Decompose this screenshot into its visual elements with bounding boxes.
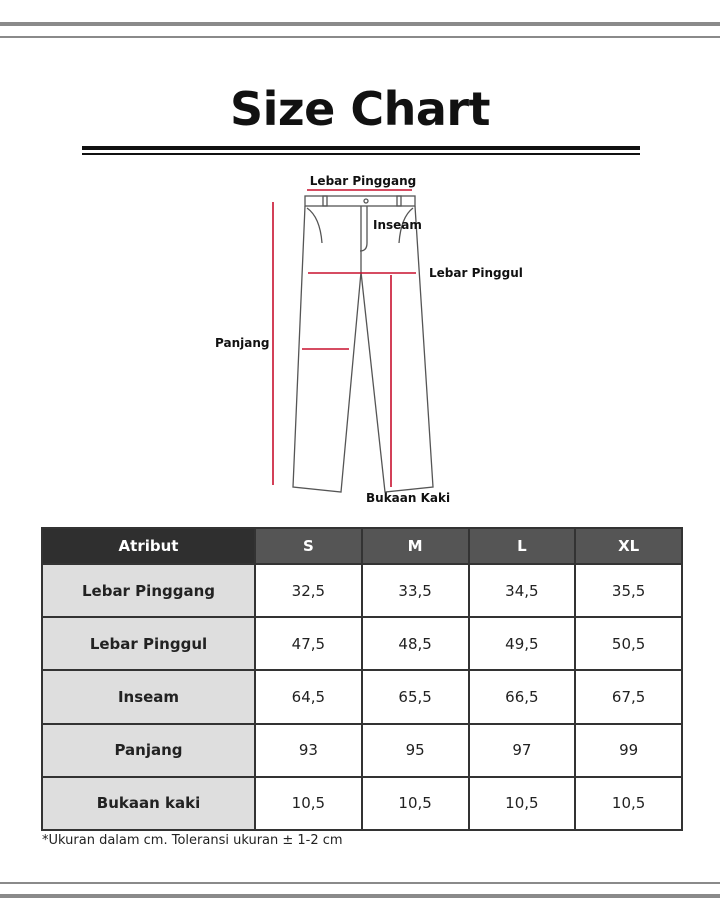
title-rule-thick [82, 146, 640, 150]
table-row [42, 777, 682, 830]
page-title: Size Chart [229, 82, 491, 136]
header-size-m: M [362, 528, 469, 564]
waistband [305, 196, 415, 206]
table-cell: 32,5 [255, 564, 362, 617]
top-border-line [0, 22, 720, 26]
header-attribute: Atribut [42, 528, 255, 564]
table-cell: 33,5 [362, 564, 469, 617]
table-row [42, 564, 682, 617]
table-cell: 10,5 [362, 777, 469, 830]
table-cell: 97 [469, 724, 576, 777]
row-label: Lebar Pinggang [42, 564, 255, 617]
table-cell: 50,5 [575, 617, 682, 670]
table-cell: 93 [255, 724, 362, 777]
table-cell: 34,5 [469, 564, 576, 617]
row-label: Bukaan kaki [42, 777, 255, 830]
pants-outline [293, 196, 433, 492]
table-header-row [42, 528, 682, 564]
row-label: Inseam [42, 670, 255, 723]
table-cell: 35,5 [575, 564, 682, 617]
size-table [41, 527, 683, 831]
table-row [42, 724, 682, 777]
footnote: *Ukuran dalam cm. Toleransi ukuran ± 1-2 cm [42, 833, 343, 848]
inseam-label: Inseam [373, 218, 422, 232]
bottom-border-line [0, 894, 720, 898]
hip-label: Lebar Pinggul [429, 266, 523, 280]
waist-label: Lebar Pinggang [309, 174, 417, 188]
left-pocket [307, 208, 322, 243]
leg-opening-label: Bukaan Kaki [366, 491, 451, 505]
header-size-xl: XL [575, 528, 682, 564]
header-size-l: L [469, 528, 576, 564]
table-cell: 47,5 [255, 617, 362, 670]
row-label: Lebar Pinggul [42, 617, 255, 670]
table-cell: 95 [362, 724, 469, 777]
belt-loop [397, 196, 401, 206]
table-cell: 49,5 [469, 617, 576, 670]
table-cell: 10,5 [575, 777, 682, 830]
table-row [42, 670, 682, 723]
table-row [42, 617, 682, 670]
table-cell: 99 [575, 724, 682, 777]
row-label: Panjang [42, 724, 255, 777]
header-size-s: S [255, 528, 362, 564]
table-cell: 67,5 [575, 670, 682, 723]
table-cell: 10,5 [469, 777, 576, 830]
title-rule-thin [82, 153, 640, 155]
bottom-border-line-thin [0, 882, 720, 884]
top-border-line-thin [0, 36, 720, 38]
table-cell: 64,5 [255, 670, 362, 723]
pants-measurement-diagram [0, 165, 720, 515]
table-cell: 66,5 [469, 670, 576, 723]
button [364, 199, 368, 203]
table-cell: 48,5 [362, 617, 469, 670]
table-cell: 10,5 [255, 777, 362, 830]
belt-loop [323, 196, 327, 206]
table-cell: 65,5 [362, 670, 469, 723]
length-label: Panjang [215, 336, 270, 350]
